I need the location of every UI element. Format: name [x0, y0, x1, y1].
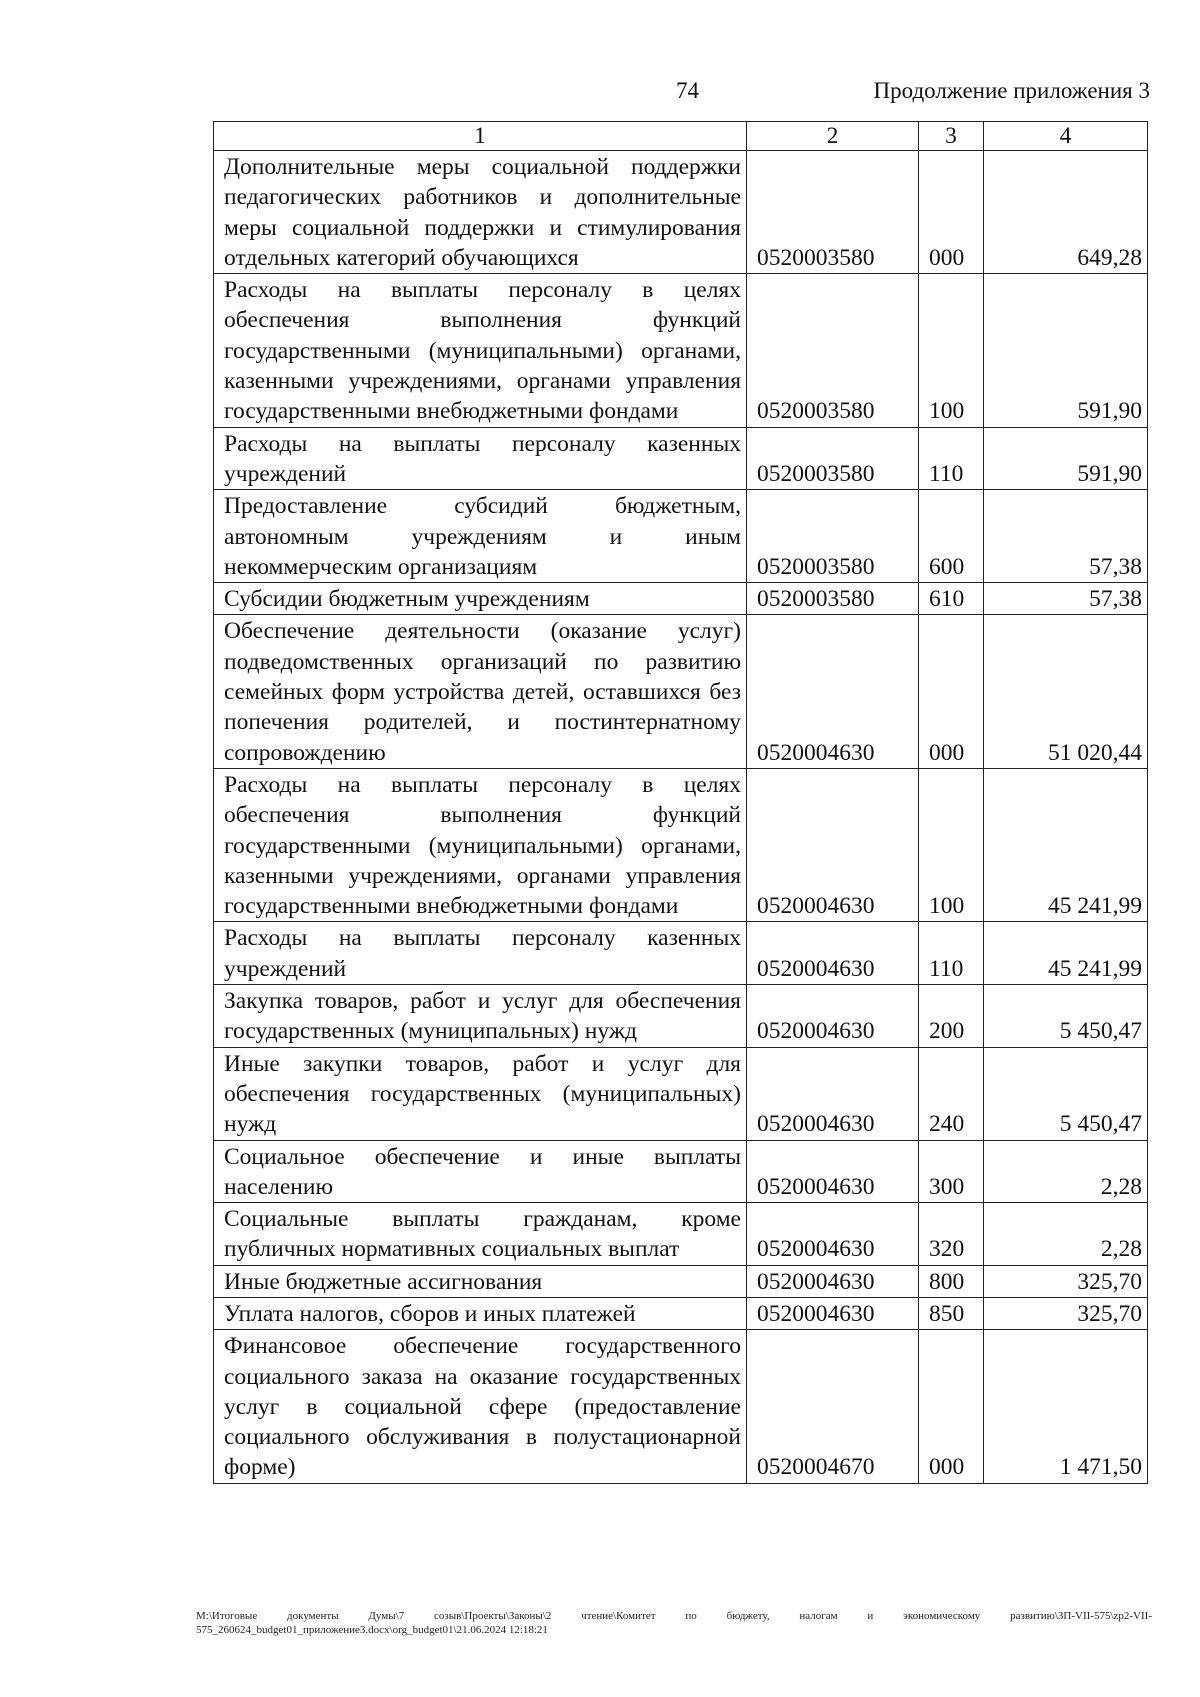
column-header: 4: [984, 122, 1148, 151]
expense-name: Иные закупки товаров, работ и услуг для обеспечения государственных (муниципальных) нужд: [214, 1047, 747, 1140]
table-row: [214, 768, 1148, 921]
expense-type-code: 240: [919, 1047, 984, 1140]
target-article-code: 0520004630: [747, 985, 919, 1048]
amount: 45 241,99: [984, 768, 1148, 921]
expense-type-code: 200: [919, 985, 984, 1048]
page-number: 74: [676, 78, 699, 103]
expense-name: Финансовое обеспечение государственного социального заказа на оказание государственных услуг в социальной сфере (предоставление социального обслуживания в полустационарной форме): [214, 1330, 747, 1483]
expense-type-code: 100: [919, 768, 984, 921]
table-row: [214, 985, 1148, 1048]
amount: 57,38: [984, 490, 1148, 583]
table-row: [214, 490, 1148, 583]
target-article-code: 0520003580: [747, 490, 919, 583]
expense-name: Иные бюджетные ассигнования: [214, 1265, 747, 1297]
table-row: [214, 427, 1148, 490]
column-header: 3: [919, 122, 984, 151]
expense-name: Обеспечение деятельности (оказание услуг) подведомственных организаций по развитию семейных форм устройства детей, оставшихся без попечения родителей, и постинтернатному сопровождению: [214, 615, 747, 768]
table-row: [214, 922, 1148, 985]
target-article-code: 0520003580: [747, 427, 919, 490]
amount: 2,28: [984, 1203, 1148, 1266]
expense-type-code: 110: [919, 922, 984, 985]
target-article-code: 0520004670: [747, 1330, 919, 1483]
amount: 591,90: [984, 427, 1148, 490]
table-header-row: [214, 122, 1148, 151]
expense-name: Дополнительные меры социальной поддержки педагогических работников и дополнительные меры социальной поддержки и стимулирования отдельных категорий обучающихся: [214, 151, 747, 274]
expense-name: Социальные выплаты гражданам, кроме публичных нормативных социальных выплат: [214, 1203, 747, 1266]
expense-type-code: 320: [919, 1203, 984, 1266]
amount: 649,28: [984, 151, 1148, 274]
expense-name: Расходы на выплаты персоналу в целях обеспечения выполнения функций государственными (муниципальными) органами, казенными учреждениями, органами управления государственными внебюджетными фондами: [214, 768, 747, 921]
expense-name: Закупка товаров, работ и услуг для обеспечения государственных (муниципальных) нужд: [214, 985, 747, 1048]
amount: 2,28: [984, 1140, 1148, 1203]
amount: 1 471,50: [984, 1330, 1148, 1483]
expense-type-code: 110: [919, 427, 984, 490]
table-row: [214, 583, 1148, 615]
expense-type-code: 000: [919, 615, 984, 768]
target-article-code: 0520004630: [747, 1047, 919, 1140]
target-article-code: 0520004630: [747, 922, 919, 985]
table-row: [214, 615, 1148, 768]
target-article-code: 0520003580: [747, 151, 919, 274]
amount: 45 241,99: [984, 922, 1148, 985]
target-article-code: 0520004630: [747, 768, 919, 921]
expense-name: Субсидии бюджетным учреждениям: [214, 583, 747, 615]
amount: 5 450,47: [984, 1047, 1148, 1140]
table-row: [214, 1330, 1148, 1483]
target-article-code: 0520004630: [747, 1140, 919, 1203]
table-row: [214, 151, 1148, 274]
target-article-code: 0520004630: [747, 1203, 919, 1266]
table-row: [214, 1297, 1148, 1329]
table-row: [214, 1203, 1148, 1266]
expense-name: Уплата налогов, сборов и иных платежей: [214, 1297, 747, 1329]
amount: 51 020,44: [984, 615, 1148, 768]
column-header: 1: [214, 122, 747, 151]
amount: 325,70: [984, 1265, 1148, 1297]
table-row: [214, 1265, 1148, 1297]
expense-type-code: 000: [919, 1330, 984, 1483]
expense-name: Предоставление субсидий бюджетным, автономным учреждениям и иным некоммерческим организациям: [214, 490, 747, 583]
budget-table: [213, 121, 1148, 1484]
column-header: 2: [747, 122, 919, 151]
expense-type-code: 610: [919, 583, 984, 615]
expense-name: Социальное обеспечение и иные выплаты населению: [214, 1140, 747, 1203]
expense-name: Расходы на выплаты персоналу казенных учреждений: [214, 922, 747, 985]
expense-name: Расходы на выплаты персоналу казенных учреждений: [214, 427, 747, 490]
expense-type-code: 300: [919, 1140, 984, 1203]
target-article-code: 0520004630: [747, 1297, 919, 1329]
continuation-caption: Продолжение приложения 3: [873, 78, 1150, 103]
target-article-code: 0520003580: [747, 274, 919, 427]
target-article-code: 0520004630: [747, 615, 919, 768]
target-article-code: 0520004630: [747, 1265, 919, 1297]
table-row: [214, 1140, 1148, 1203]
expense-type-code: 000: [919, 151, 984, 274]
expense-name: Расходы на выплаты персоналу в целях обеспечения выполнения функций государственными (муниципальными) органами, казенными учреждениями, органами управления государственными внебюджетными фондами: [214, 274, 747, 427]
table-row: [214, 1047, 1148, 1140]
expense-type-code: 850: [919, 1297, 984, 1329]
table-row: [214, 274, 1148, 427]
target-article-code: 0520003580: [747, 583, 919, 615]
expense-type-code: 100: [919, 274, 984, 427]
amount: 325,70: [984, 1297, 1148, 1329]
amount: 5 450,47: [984, 985, 1148, 1048]
expense-type-code: 600: [919, 490, 984, 583]
amount: 57,38: [984, 583, 1148, 615]
amount: 591,90: [984, 274, 1148, 427]
expense-type-code: 800: [919, 1265, 984, 1297]
document-file-path: M:\Итоговые документы Думы\7 созыв\Проекты\Законы\2 чтение\Комитет по бюджету, налогам и экономическому развитию\ЗП-VII-575\zp2-VII-575_260624_budget01_приложение3.docx\org_budget01\21.06.2024 12:18:21: [196, 1610, 1152, 1636]
